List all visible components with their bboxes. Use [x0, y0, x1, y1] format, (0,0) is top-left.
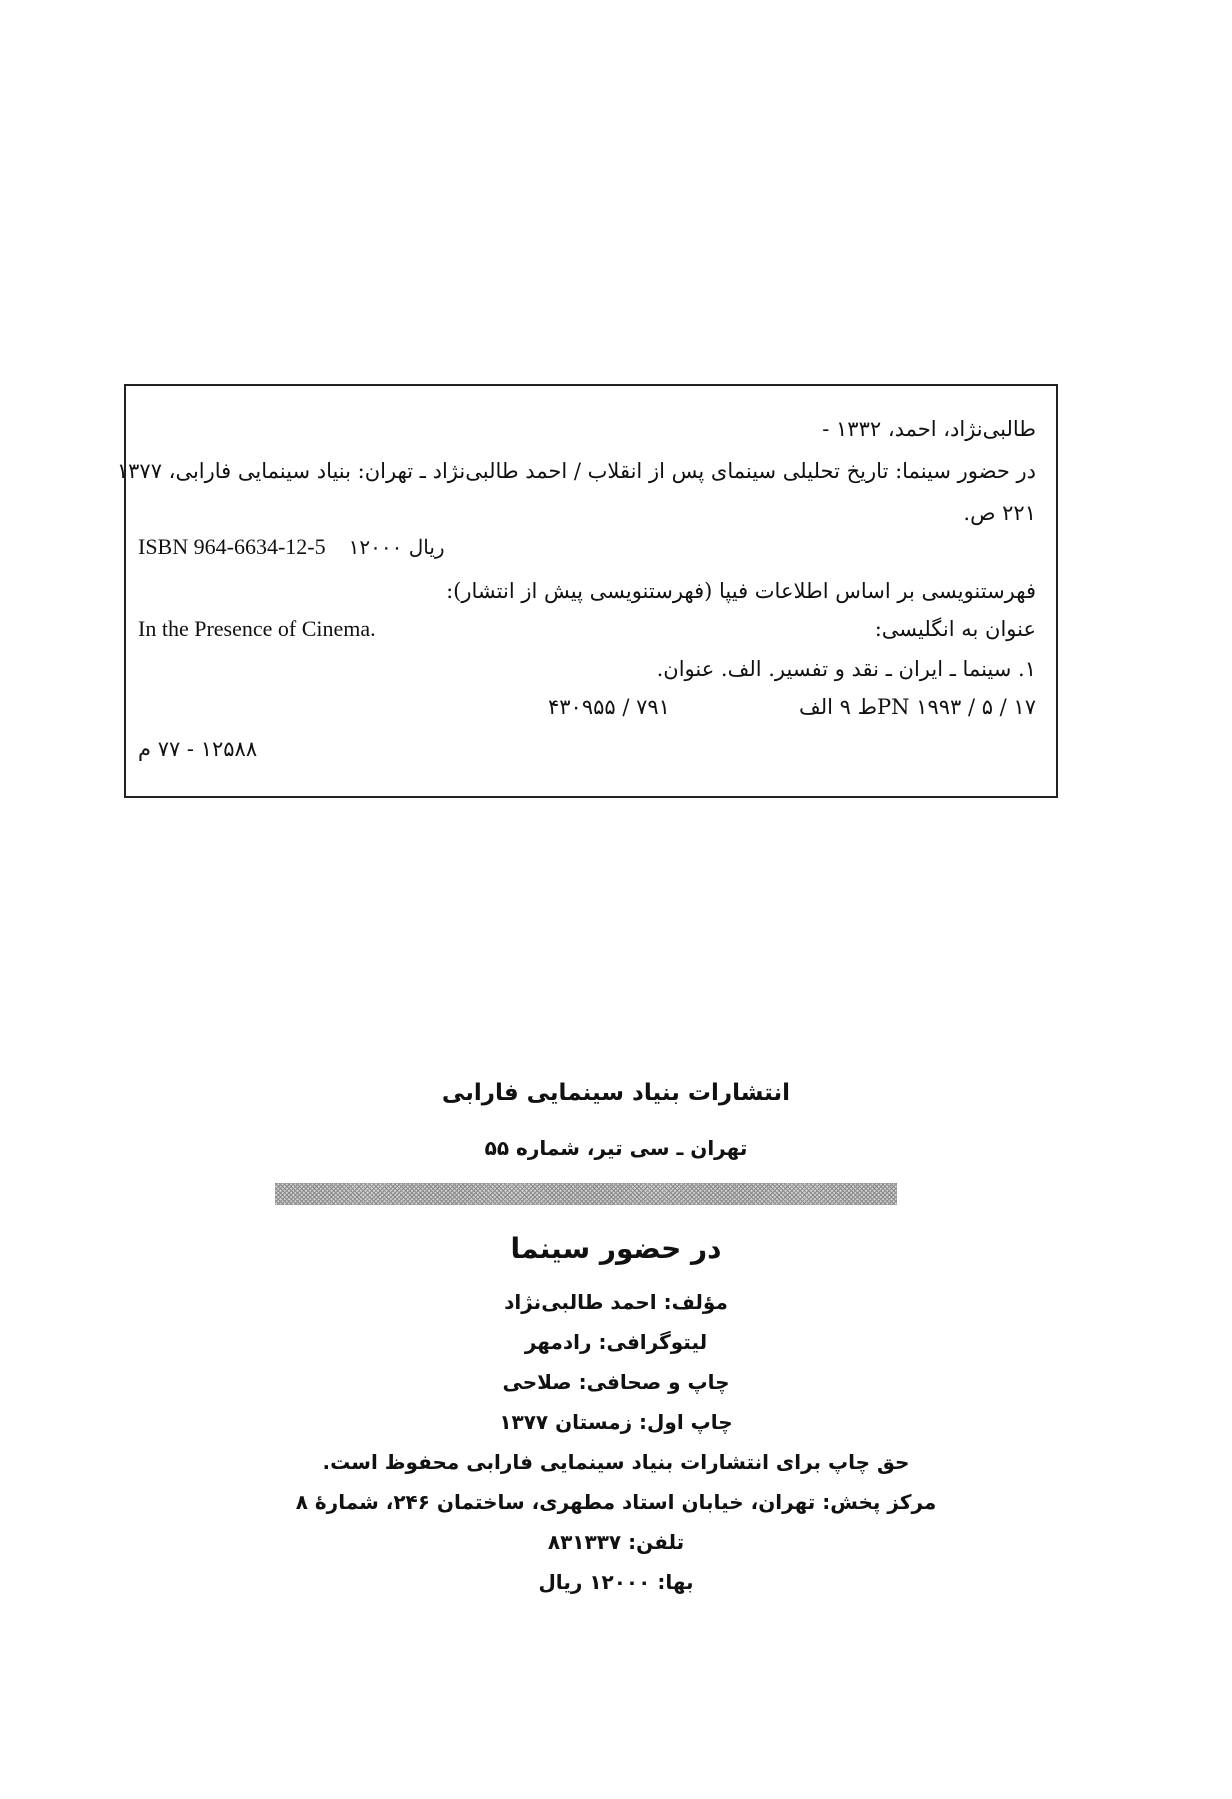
cip-english-title-label: عنوان به انگلیسی:: [874, 617, 1036, 641]
cip-dewey: ۷۹۱ / ۴۳۰۹۵۵: [548, 695, 670, 719]
lithography-credit: لیتوگرافی: رادمهر: [524, 1330, 708, 1354]
cip-english-title: In the Presence of Cinema.: [138, 616, 376, 641]
publisher-address: تهران ـ سی تیر، شماره ۵۵: [484, 1136, 748, 1160]
phone-number: تلفن: ۸۳۱۳۳۷: [547, 1530, 685, 1554]
copyright-notice: حق چاپ برای انتشارات بنیاد سینمایی فارابی محفوظ است.: [322, 1450, 910, 1474]
cip-subjects: ۱. سینما ـ ایران ـ نقد و تفسیر. الف. عنوان.: [656, 657, 1036, 681]
cip-title-line: در حضور سینما: تاریخ تحلیلی سینمای پس از انقلاب / احمد طالبی‌نژاد ـ تهران: بنیاد سینمایی فارابی، ۱۳۷۷: [116, 459, 1036, 483]
cip-lc-class: PN ۱۹۹۳ / ۵ / ۱۷ط ۹ الف: [798, 695, 1036, 719]
publisher-name: انتشارات بنیاد سینمایی فارابی: [441, 1080, 791, 1106]
distribution-address: مرکز پخش: تهران، خیابان استاد مطهری، ساختمان ۲۴۶، شمارهٔ ۸: [295, 1490, 937, 1514]
printing-credit: چاپ و صحافی: صلاحی: [502, 1370, 730, 1394]
cip-fipa-note: فهرستنویسی بر اساس اطلاعات فیپا (فهرستنویسی پیش از انتشار):: [446, 579, 1036, 603]
cip-price: ۱۲۰۰۰ ریال: [348, 535, 445, 559]
cip-catalog-box: [116, 384, 1058, 798]
cip-author-line: طالبی‌نژاد، احمد، ۱۳۳۲ -: [822, 417, 1036, 441]
edition-line: چاپ اول: زمستان ۱۳۷۷: [499, 1410, 733, 1434]
hatched-divider: [275, 1183, 897, 1205]
book-price: بها: ۱۲۰۰۰ ریال: [538, 1570, 694, 1594]
book-title: در حضور سینما: [510, 1232, 722, 1265]
cip-isbn-price-row: [138, 534, 445, 560]
cip-pages-line: ۲۲۱ ص.: [963, 501, 1036, 525]
cip-isbn: ISBN 964-6634-12-5: [138, 534, 326, 559]
author-credit: مؤلف: احمد طالبی‌نژاد: [504, 1290, 728, 1314]
cip-national-number: ۱۲۵۸۸ - ۷۷ م: [138, 737, 258, 761]
